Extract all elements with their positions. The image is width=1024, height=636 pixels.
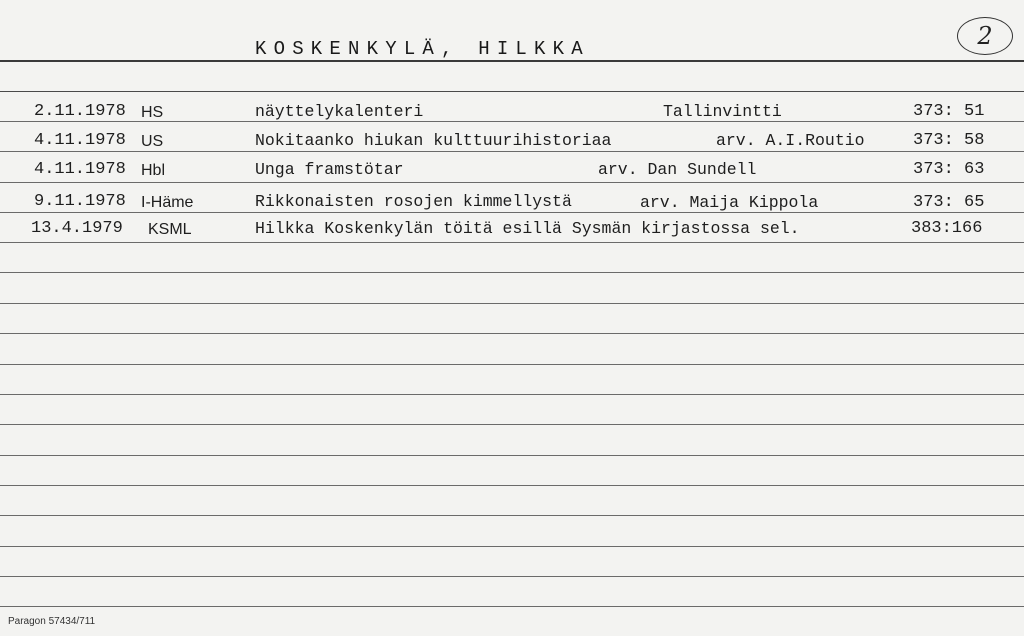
entry-reference: 373: 58	[913, 131, 985, 150]
entry-title: Hilkka Koskenkylän töitä esillä Sysmän kirjastossa sel.	[255, 219, 800, 238]
entry-date: 9.11.1978	[34, 192, 126, 211]
entry-title: näyttelykalenteri	[255, 102, 424, 121]
entry-title: Unga framstötar	[255, 160, 404, 179]
card-rule	[0, 364, 1024, 365]
entry-reference: 373: 65	[913, 193, 985, 212]
card-rule	[0, 485, 1024, 486]
card-rule	[0, 576, 1024, 577]
entry-reference: 373: 51	[913, 102, 985, 121]
entry-date: 2.11.1978	[34, 102, 126, 121]
entry-date: 13.4.1979	[31, 219, 123, 238]
entry-reference: 373: 63	[913, 160, 985, 179]
card-rule	[0, 242, 1024, 243]
card-rule	[0, 546, 1024, 547]
card-rule	[0, 182, 1024, 183]
entry-reviewer: arv. Dan Sundell	[598, 160, 757, 179]
card-rule	[0, 455, 1024, 456]
card-rule	[0, 272, 1024, 273]
entry-title: Nokitaanko hiukan kulttuurihistoriaa	[255, 131, 612, 150]
card-rule	[0, 515, 1024, 516]
card-rule	[0, 394, 1024, 395]
header-rule-lower	[0, 91, 1024, 92]
entry-source: I-Häme	[141, 194, 194, 211]
entry-reviewer: arv. Maija Kippola	[640, 193, 819, 212]
entry-date: 4.11.1978	[34, 160, 126, 179]
entry-source: KSML	[148, 221, 192, 238]
card-rule	[0, 333, 1024, 334]
card-title: KOSKENKYLÄ, HILKKA	[255, 38, 590, 60]
entry-title: Rikkonaisten rosojen kimmellystä	[255, 192, 572, 211]
card-number-circle: 2	[957, 17, 1013, 55]
card-rule	[0, 424, 1024, 425]
entry-reviewer: Tallinvintti	[663, 102, 782, 121]
entry-source: Hbl	[141, 162, 166, 179]
entry-reference: 383:166	[911, 219, 983, 238]
header-rule	[0, 60, 1024, 62]
entry-source: HS	[141, 104, 164, 121]
card-rule	[0, 303, 1024, 304]
card-footer: Paragon 57434/711	[8, 616, 96, 627]
entry-reviewer: arv. A.I.Routio	[716, 131, 865, 150]
entry-source: US	[141, 133, 164, 150]
card-rule	[0, 606, 1024, 607]
entry-date: 4.11.1978	[34, 131, 126, 150]
